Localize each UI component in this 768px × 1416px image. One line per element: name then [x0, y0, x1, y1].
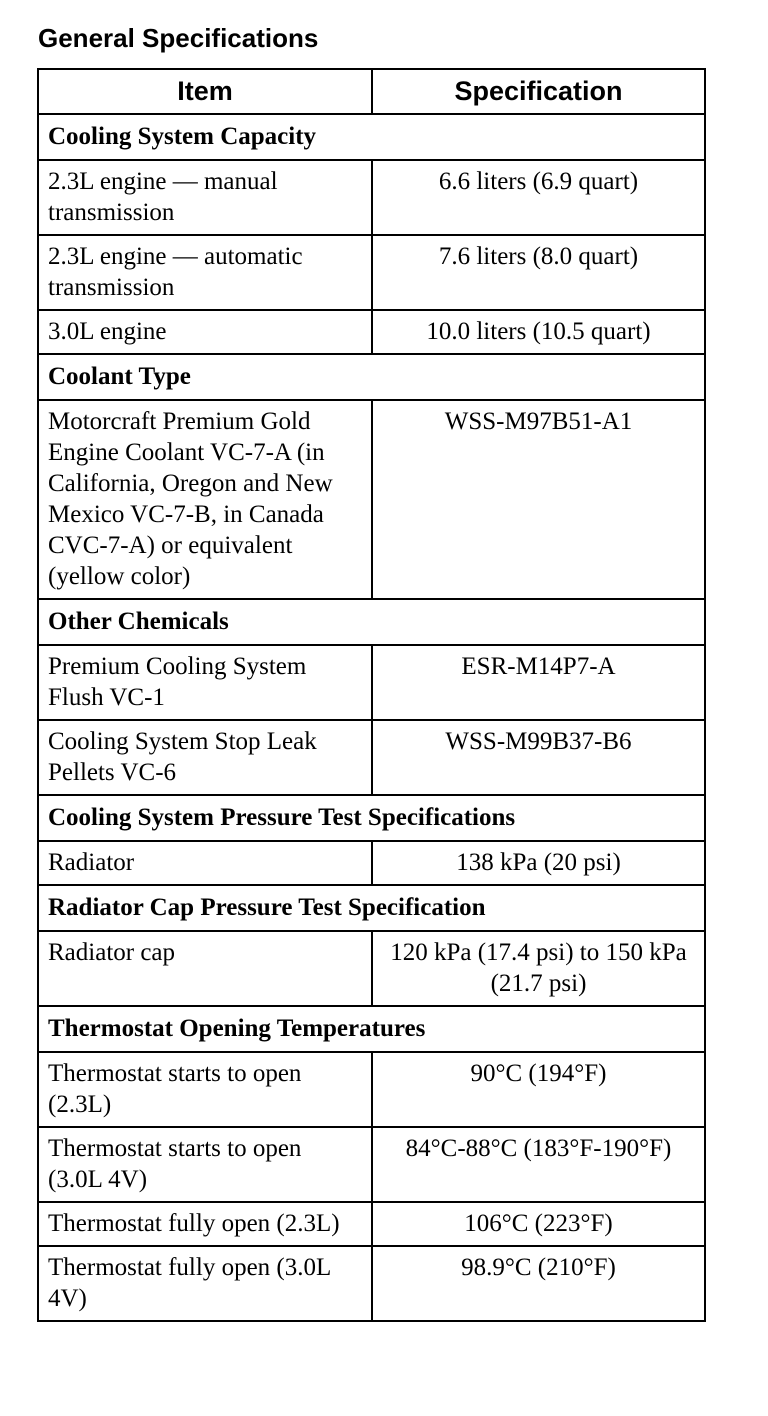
table-row [38, 1246, 705, 1321]
spec-cell: 6.6 liters (6.9 quart) [372, 160, 705, 235]
section-row [38, 795, 705, 841]
table-row [38, 400, 705, 599]
table-row [38, 160, 705, 235]
spec-cell: WSS-M97B51-A1 [372, 400, 705, 599]
section-heading: Cooling System Capacity [38, 114, 705, 160]
item-cell: Radiator cap [38, 931, 372, 1006]
item-cell: Thermostat fully open (2.3L) [38, 1202, 372, 1246]
spec-cell: 106°C (223°F) [372, 1202, 705, 1246]
spec-cell: 90°C (194°F) [372, 1052, 705, 1127]
item-cell: Thermostat starts to open (3.0L 4V) [38, 1127, 372, 1202]
item-cell: Premium Cooling System Flush VC-1 [38, 645, 372, 720]
item-cell: Thermostat fully open (3.0L 4V) [38, 1246, 372, 1321]
spec-cell: 7.6 liters (8.0 quart) [372, 235, 705, 310]
item-cell: Motorcraft Premium Gold Engine Coolant VC-7-A (in California, Oregon and New Mexico VC-7-B, in Canada CVC-7-A) or equivalent (yellow color) [38, 400, 372, 599]
spec-cell: ESR-M14P7-A [372, 645, 705, 720]
spec-cell: 138 kPa (20 psi) [372, 841, 705, 885]
spec-cell: WSS-M99B37-B6 [372, 720, 705, 795]
section-row [38, 885, 705, 931]
section-heading: Radiator Cap Pressure Test Specification [38, 885, 705, 931]
table-row [38, 1127, 705, 1202]
column-header-item: Item [38, 69, 372, 114]
item-cell: Thermostat starts to open (2.3L) [38, 1052, 372, 1127]
spec-cell: 84°C-88°C (183°F-190°F) [372, 1127, 705, 1202]
item-cell: Radiator [38, 841, 372, 885]
spec-cell: 120 kPa (17.4 psi) to 150 kPa (21.7 psi) [372, 931, 705, 1006]
section-heading: Coolant Type [38, 354, 705, 400]
table-row [38, 1052, 705, 1127]
section-row [38, 354, 705, 400]
section-row [38, 114, 705, 160]
table-row [38, 235, 705, 310]
table-row [38, 931, 705, 1006]
spec-cell: 10.0 liters (10.5 quart) [372, 310, 705, 354]
table-row [38, 1202, 705, 1246]
spec-cell: 98.9°C (210°F) [372, 1246, 705, 1321]
section-heading: Other Chemicals [38, 599, 705, 645]
table-header-row [38, 69, 705, 114]
section-row [38, 599, 705, 645]
specifications-table [37, 68, 706, 1322]
item-cell: 2.3L engine — automatic transmission [38, 235, 372, 310]
table-row [38, 720, 705, 795]
section-row [38, 1006, 705, 1052]
page-title: General Specifications [38, 23, 319, 53]
section-heading: Thermostat Opening Temperatures [38, 1006, 705, 1052]
item-cell: Cooling System Stop Leak Pellets VC-6 [38, 720, 372, 795]
table-row [38, 645, 705, 720]
table-row [38, 310, 705, 354]
item-cell: 3.0L engine [38, 310, 372, 354]
table-body [38, 114, 705, 1321]
column-header-specification: Specification [372, 69, 705, 114]
item-cell: 2.3L engine — manual transmission [38, 160, 372, 235]
table-row [38, 841, 705, 885]
section-heading: Cooling System Pressure Test Specifications [38, 795, 705, 841]
